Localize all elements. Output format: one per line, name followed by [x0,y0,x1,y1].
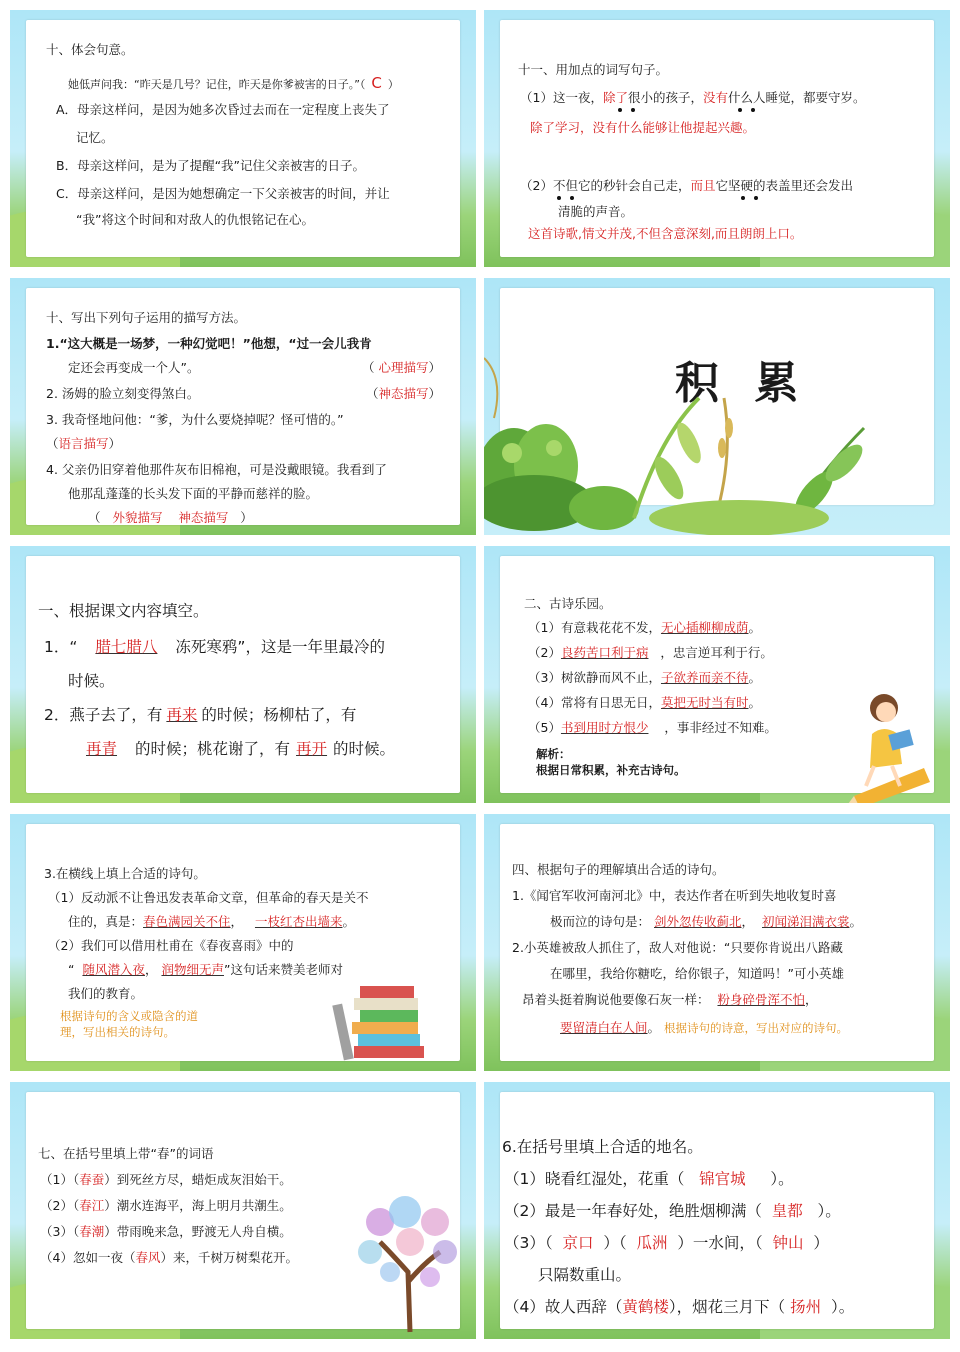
option-b: B．母亲这样问，是为了提醒“我”记住父亲被害的日子。 [56,158,366,173]
line-2: 2．燕子去了，有 再来 的时候；杨柳枯了，有 [44,706,357,724]
option-a: A．母亲这样问，是因为她多次昏过去而在一定程度上丧失了 [56,102,390,117]
slide-9 [10,1082,476,1339]
note-line-1: 根据诗句的含义或隐含的道 [60,1009,198,1023]
line-1-cont: 时候。 [68,672,115,690]
emphasis-dot [754,196,758,200]
snowflake-tree-illustration [350,1182,470,1332]
item-2-cont: “ 随风潜入夜， 润物细无声”这句话来赞美老师对 [68,962,343,977]
slide-2 [484,10,950,267]
item-2: （2）我们可以借用杜甫在《春夜喜雨》中的 [48,938,294,953]
item-3: 3. 我奇怪地问他：“爹，为什么要烧掉呢？怪可惜的。” [46,412,344,427]
answer: C [371,74,382,92]
item-4-answer: （ 外貌描写 神态描写 ） [88,510,253,525]
slide-4 [484,278,950,535]
item-1-cont: 极而泣的诗句是： 剑外忽传收蓟北， 初闻涕泪满衣裳。 [550,914,863,929]
poem-line: （1）有意栽花花不发，无心插柳柳成荫。 [528,620,761,635]
answer-2: 这首诗歌,情文并茂,不但含意深刻,而且朗朗上口。 [528,226,803,241]
emphasis-dot [570,196,574,200]
slide-10 [484,1082,950,1339]
question-2-cont: 清脆的声音。 [558,204,634,219]
poem-line: （3）（春潮）带雨晚来急，野渡无人舟自横。 [40,1224,292,1239]
item-2-cont-2: 我们的教育。 [68,986,144,1001]
item-2-answer: （神态描写） [366,386,442,401]
slide-card [500,20,934,257]
answer-1: 除了学习，没有什么能够让他提起兴趣。 [530,120,756,135]
item-2: 2. 汤姆的脸立刻变得煞白。 [46,386,200,401]
slide-card [500,824,934,1061]
emphasis-dot [631,108,635,112]
quote-line: 她低声问我：“昨天是几号？记住，昨天是你爹被害的日子。”（ C ） [68,74,399,92]
line-3-cont: 只隔数重山。 [538,1266,632,1284]
slide-title: 十、写出下列句子运用的描写方法。 [46,310,247,325]
slide-title: 四、根据句子的理解填出合适的诗句。 [512,862,725,877]
line-2-cont: 再青 的时候；桃花谢了，有 再开 的时候。 [86,740,396,758]
poem-line: （4）忽如一夜（春风）来，千树万树梨花开。 [40,1250,298,1265]
note-title: 解析： [536,747,571,761]
slide-card [26,288,460,525]
slide-title: 一、根据课文内容填空。 [38,602,209,620]
slide-1 [10,10,476,267]
item-1: （1）反动派不让鲁迅发表革命文章，但革命的春天是关不 [48,890,369,905]
slide-8 [484,814,950,1071]
line-2: （2）最是一年春好处，绝胜烟柳满（ 皇都 ）。 [504,1202,841,1220]
poem-line: （2）（春江）潮水连海平，海上明月共潮生。 [40,1198,292,1213]
option-a-cont: 记忆。 [76,130,114,145]
poem-line: （3）树欲静而风不止，子欲养而亲不待。 [528,670,761,685]
reading-girl-illustration [844,686,934,803]
poem-line: （4）常将有日思无日，莫把无时当有时。 [528,695,761,710]
slide-title: 3.在横线上填上合适的诗句。 [44,866,206,881]
book-stack-illustration [350,974,430,1064]
foliage-illustration [484,278,950,535]
slide-title: 积 累 [675,358,809,409]
slide-title: 6.在括号里填上合适的地名。 [502,1138,703,1156]
emphasis-dot [741,196,745,200]
slide-card [26,20,460,257]
line-4: （4）故人西辞（黄鹤楼），烟花三月下（ 扬州 ）。 [504,1298,855,1316]
line-1: （1）晓看红湿处，花重（ 锦官城 ）。 [504,1170,794,1188]
question-1: （1）这一夜，除了很小的孩子，没有什么人睡觉，都要守岁。 [520,90,866,105]
slide-3 [10,278,476,535]
question-2: （2）不但它的秒针会自己走，而且它坚硬的表盖里还会发出 [520,178,854,193]
item-2: 2.小英雄被敌人抓住了，敌人对他说：“只要你肯说出八路藏 [512,940,843,955]
item-1-cont: 住的，真是：春色满园关不住， 一枝红杏出墙来。 [68,914,355,929]
slide-card [26,556,460,793]
item-1: 1.《闻官军收河南河北》中，表达作者在听到失地收复时喜 [512,888,837,903]
emphasis-dot [738,108,742,112]
item-3-answer: （语言描写） [46,436,122,451]
item-1-answer: （ 心理描写） [362,360,442,375]
slide-title: 十一、用加点的词写句子。 [518,62,669,77]
note-text: 根据日常积累，补充古诗句。 [536,763,686,777]
slide-title: 二、古诗乐园。 [524,596,612,611]
slide-title: 七、在括号里填上带“春”的词语 [38,1146,214,1161]
option-c: C．母亲这样问，是因为她想确定一下父亲被害的时间，并让 [56,186,390,201]
line-1: 1．“ 腊七腊八 冻死寒鸦”，这是一年里最冷的 [44,638,385,656]
slide-card [500,1092,934,1329]
slide-title: 十、体会句意。 [46,42,134,57]
item-2-cont-3: 要留清白在人间。 根据诗句的诗意，写出对应的诗句。 [560,1020,849,1035]
emphasis-dot [557,196,561,200]
line-3: （3）（ 京口 ）（ 瓜洲 ）一水间，（ 钟山 ） [504,1234,829,1252]
item-2-cont: 在哪里，我给你糖吃，给你银子，知道吗！”可小英雄 [550,966,844,981]
slide-5 [10,546,476,803]
poem-line: （2）良药苦口利于病 ，忠言逆耳利于行。 [528,645,773,660]
item-2-cont-2: 昂着头挺着胸说他要像石灰一样： 粉身碎骨浑不怕， [522,992,818,1007]
note-line-2: 理，写出相关的诗句。 [60,1025,175,1039]
poem-line: （1）（春蚕）到死丝方尽，蜡炬成灰泪始干。 [40,1172,292,1187]
poem-line: （5）书到用时方恨少 ，事非经过不知难。 [528,720,777,735]
item-4-cont: 他那乱蓬蓬的长头发下面的平静而慈祥的脸。 [68,486,319,501]
item-1: 1.“这大概是一场梦，一种幻觉吧！”他想，“过一会儿我肯 [46,336,372,351]
option-c-cont: “我”将这个时间和对敌人的仇恨铭记在心。 [76,212,314,227]
item-4: 4. 父亲仍旧穿着他那件灰布旧棉袍，可是没戴眼镜。我看到了 [46,462,387,477]
emphasis-dot [751,108,755,112]
emphasis-dot [618,108,622,112]
item-1-cont: 定还会再变成一个人”。 [68,360,200,375]
slide-6 [484,546,950,803]
slide-7 [10,814,476,1071]
